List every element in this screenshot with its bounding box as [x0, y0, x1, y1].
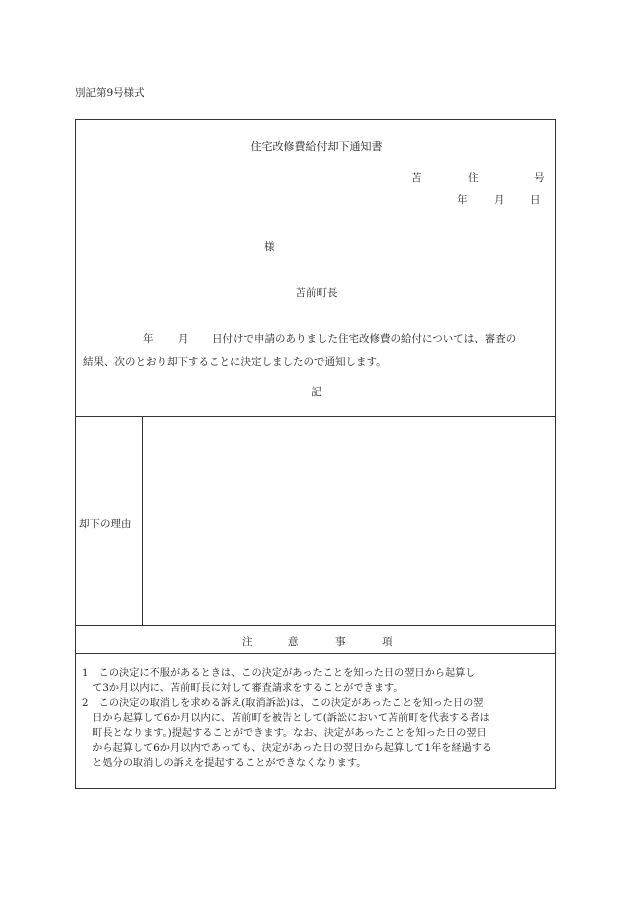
addressee-suffix: 様: [264, 241, 275, 253]
issuer: 苫前町長: [295, 287, 338, 299]
note-line: から起算して6か月以内であっても、決定があった日の翌日から起算して1年を経過する: [82, 743, 493, 754]
body-year: 年: [143, 333, 154, 345]
caution-heading-char: 事: [335, 636, 346, 648]
note-line: 日から起算して6か月以内に、苫前町を被告として(訴訟において苫前町を代表する者は: [82, 713, 490, 724]
doc-number-prefix: 苫: [411, 172, 422, 184]
reason-field[interactable]: [143, 418, 555, 625]
caution-heading-char: 注: [242, 636, 253, 648]
note-line: て3か月以内に、苫前町長に対して審査請求をすることができます。: [82, 683, 404, 694]
note-line: 1 この決定に不服があるときは、この決定があったことを知った日の翌日から起算し: [82, 668, 476, 679]
note-line: 2 この決定の取消しを求める訴え(取消訴訟)は、この決定があったことを知った日の翌: [82, 698, 484, 709]
section-divider: [76, 653, 555, 654]
date-day: 日: [530, 194, 541, 206]
date-year: 年: [457, 194, 468, 206]
reason-label: 却下の理由: [79, 518, 132, 530]
body-text-line2: 結果、次のとおり却下することに決定しましたので通知します。: [83, 356, 387, 368]
doc-number-suffix: 号: [534, 172, 545, 184]
caution-heading-char: 意: [288, 636, 299, 648]
caution-heading-char: 項: [382, 636, 393, 648]
doc-number-middle: 住: [468, 172, 479, 184]
notice-form: [75, 119, 556, 789]
body-month: 月: [178, 333, 189, 345]
ki-heading: 記: [311, 386, 322, 398]
caution-notes: [82, 666, 552, 771]
form-label: 別記第9号様式: [75, 87, 145, 99]
date-month: 月: [494, 194, 505, 206]
section-divider: [76, 625, 555, 626]
document-title: 住宅改修費給付却下通知書: [250, 140, 383, 153]
note-line: と処分の取消しの訴えを提起することができなくなります。: [82, 758, 367, 769]
note-line: 町長となります。)提起することができます。なお、決定があったことを知った日の翌日: [82, 728, 487, 739]
body-text-line1: 日付けで申請のありました住宅改修費の給付については、審査の: [212, 333, 517, 345]
section-divider: [76, 416, 555, 417]
